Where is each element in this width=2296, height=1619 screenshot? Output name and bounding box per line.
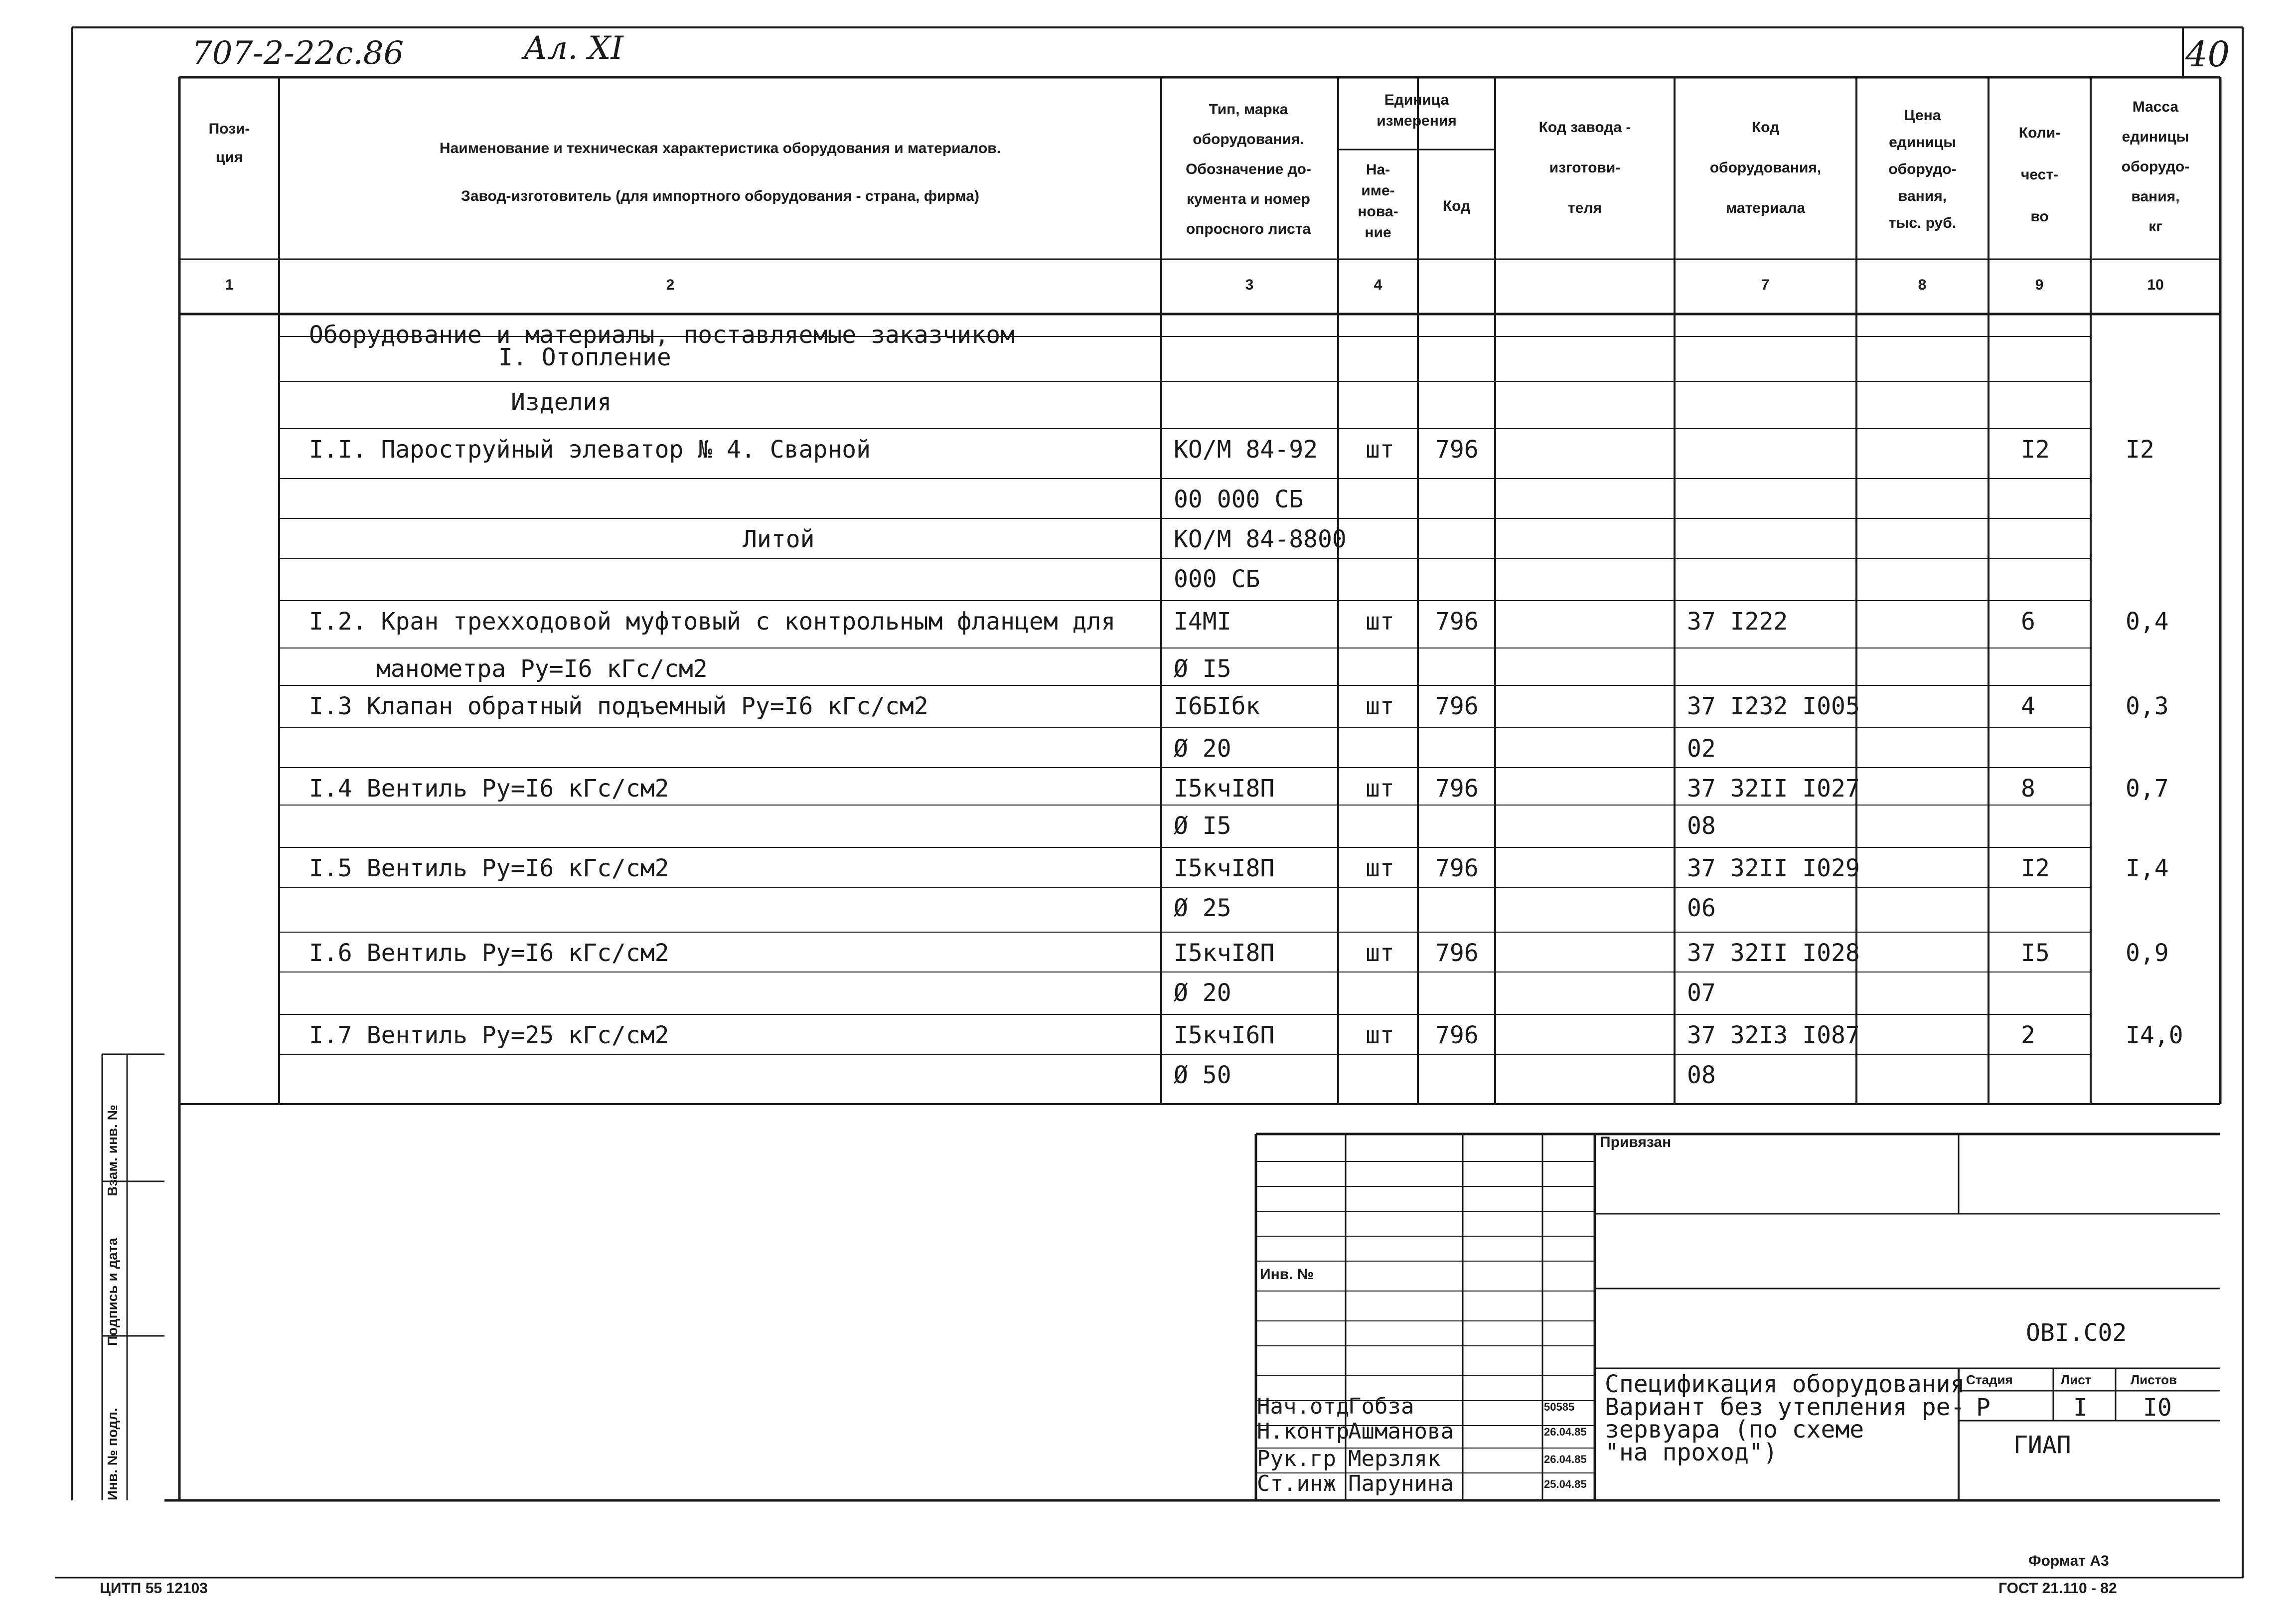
- column-number: 4: [1374, 277, 1382, 293]
- row-unit: шт: [1366, 854, 1394, 882]
- row-unit-code: 796: [1435, 775, 1479, 803]
- signer-name: Парунина: [1348, 1471, 1454, 1496]
- column-number: 2: [666, 277, 675, 293]
- row-material-code: 06: [1687, 894, 1716, 922]
- row-type: 000 СБ: [1174, 565, 1260, 593]
- stamp-sheets: I0: [2143, 1394, 2172, 1422]
- column-number: 1: [225, 277, 234, 293]
- signer-role: Рук.гр: [1257, 1446, 1336, 1471]
- signer-name: Мерзляк: [1348, 1446, 1441, 1471]
- row-type: I5кчI6П: [1174, 1021, 1275, 1049]
- row-unit-code: 796: [1435, 692, 1479, 720]
- row-type: I6БIбк: [1174, 692, 1260, 720]
- row-quantity: 2: [2021, 1021, 2035, 1049]
- side-replace-inv: Взам. инв. №: [105, 1105, 120, 1196]
- footer-left: ЦИТП 55 12103: [100, 1580, 208, 1597]
- row-name: I.I. Пароструйный элеватор № 4. Сварной: [309, 436, 871, 464]
- row-mass: 0,3: [2126, 692, 2169, 720]
- signer-role: Нач.отд: [1257, 1394, 1350, 1419]
- row-type: Ø I5: [1174, 655, 1231, 683]
- row-name: Оборудование и материалы, поставляемые заказчиком: [309, 321, 1015, 349]
- row-unit-code: 796: [1435, 939, 1479, 967]
- row-material-code: 08: [1687, 812, 1716, 840]
- row-type: I5кчI8П: [1174, 854, 1275, 882]
- stamp-attached: Привязан: [1600, 1134, 1672, 1150]
- row-type: Ø I5: [1174, 812, 1231, 840]
- row-type: I5кчI8П: [1174, 775, 1275, 803]
- signer-date: 26.04.85: [1544, 1426, 1587, 1438]
- side-inv-orig: Инв. № подл.: [105, 1408, 120, 1500]
- row-material-code: 37 I222: [1687, 608, 1788, 636]
- row-name: I. Отопление: [498, 343, 671, 371]
- row-name: Изделия: [511, 388, 612, 416]
- column-number: 9: [2035, 277, 2044, 293]
- signer-role: Ст.инж: [1257, 1471, 1336, 1496]
- row-mass: 0,7: [2126, 775, 2169, 803]
- row-unit-code: 796: [1435, 1021, 1479, 1049]
- header-name: Наименование и техническая характеристика оборудования и материалов. Завод-изготовитель (для импортного оборудования - страна, фирма): [439, 140, 1001, 204]
- header-unit-group: Единица измерения: [1377, 92, 1457, 129]
- header-mass: Масса единицы оборудо- вания, кг: [2121, 99, 2190, 235]
- row-material-code: 07: [1687, 979, 1716, 1007]
- row-type: Ø 20: [1174, 735, 1231, 763]
- row-material-code: 37 32II I029: [1687, 854, 1860, 882]
- signer-name: Гобза: [1348, 1394, 1414, 1419]
- row-quantity: 4: [2021, 692, 2035, 720]
- stamp-stage-label: Стадия: [1966, 1372, 2013, 1387]
- row-unit: шт: [1366, 608, 1394, 636]
- row-quantity: I5: [2021, 939, 2050, 967]
- row-quantity: 8: [2021, 775, 2035, 803]
- row-unit: шт: [1366, 692, 1394, 720]
- doc-code: 707-2-22с.86: [192, 35, 404, 72]
- header-material-code: Код оборудования, материала: [1709, 119, 1822, 216]
- album-label: Ал. XI: [523, 30, 623, 67]
- row-material-code: 37 32II I027: [1687, 775, 1860, 803]
- row-quantity: 6: [2021, 608, 2035, 636]
- row-unit: шт: [1366, 1021, 1394, 1049]
- row-unit: шт: [1366, 939, 1394, 967]
- column-number: 10: [2147, 277, 2164, 293]
- row-unit-code: 796: [1435, 436, 1479, 464]
- sheet-number: 40: [2185, 34, 2230, 75]
- header-unit-name: На- име- нова- ние: [1358, 162, 1398, 241]
- stamp-sheets-label: Листов: [2131, 1372, 2177, 1387]
- row-type: Ø 50: [1174, 1061, 1231, 1089]
- row-mass: I2: [2126, 436, 2154, 464]
- stamp-sheet-label: Лист: [2061, 1372, 2092, 1387]
- row-unit-code: 796: [1435, 854, 1479, 882]
- row-type: КО/М 84-8800: [1174, 525, 1347, 553]
- column-number: 8: [1918, 277, 1927, 293]
- row-name: I.5 Вентиль Ру=I6 кГс/см2: [309, 854, 669, 882]
- stamp-sheet: I: [2073, 1394, 2088, 1422]
- header-type: Тип, марка оборудования. Обозначение до- кумента и номер опросного листа: [1186, 101, 1311, 237]
- row-name: манометра Ру=I6 кГс/см2: [376, 655, 708, 683]
- row-mass: 0,4: [2126, 608, 2169, 636]
- signer-name: Ашманова: [1348, 1419, 1454, 1444]
- row-material-code: 37 I232 I005: [1687, 692, 1860, 720]
- row-material-code: 02: [1687, 735, 1716, 763]
- row-type: I4МI: [1174, 608, 1231, 636]
- row-material-code: 37 32I3 I087: [1687, 1021, 1860, 1049]
- row-quantity: I2: [2021, 854, 2050, 882]
- row-name: I.7 Вентиль Ру=25 кГс/см2: [309, 1021, 669, 1049]
- stamp-stage: Р: [1976, 1394, 1990, 1422]
- column-number: 3: [1245, 277, 1254, 293]
- footer-format: Формат А3: [2028, 1553, 2109, 1569]
- column-number: 7: [1761, 277, 1770, 293]
- row-mass: I4,0: [2126, 1021, 2183, 1049]
- row-name: I.3 Клапан обратный подъемный Ру=I6 кГс/см2: [309, 692, 928, 720]
- row-quantity: I2: [2021, 436, 2050, 464]
- header-price: Цена единицы оборудо- вания, тыс. руб.: [1888, 107, 1957, 231]
- signer-role: Н.контр: [1257, 1419, 1350, 1444]
- stamp-organization: ГИАП: [2013, 1431, 2071, 1459]
- stamp-inv-no: Инв. №: [1260, 1266, 1314, 1283]
- row-type: КО/М 84-92: [1174, 436, 1318, 464]
- row-name: I.6 Вентиль Ру=I6 кГс/см2: [309, 939, 669, 967]
- row-material-code: 37 32II I028: [1687, 939, 1860, 967]
- stamp-designation: ОВI.С02: [2026, 1319, 2127, 1347]
- header-quantity: Коли- чест- во: [2018, 125, 2061, 225]
- signer-date: 50585: [1544, 1401, 1575, 1413]
- row-material-code: 08: [1687, 1061, 1716, 1089]
- header-position: Пози- ция: [208, 121, 250, 165]
- row-name: I.2. Кран трехходовой муфтовый с контрольным фланцем для: [309, 608, 1116, 636]
- stamp-title: Спецификация оборудования Вариант без утепления ре- зервуара (по схеме "на проход"): [1605, 1370, 1965, 1466]
- row-unit-code: 796: [1435, 608, 1479, 636]
- row-mass: 0,9: [2126, 939, 2169, 967]
- row-unit: шт: [1366, 775, 1394, 803]
- signer-date: 25.04.85: [1544, 1478, 1587, 1490]
- signer-date: 26.04.85: [1544, 1453, 1587, 1465]
- row-type: I5кчI8П: [1174, 939, 1275, 967]
- row-type: 00 000 СБ: [1174, 486, 1304, 513]
- header-unit-code: Код: [1442, 198, 1471, 214]
- row-name: Литой: [743, 525, 815, 553]
- footer-gost: ГОСТ 21.110 - 82: [1998, 1580, 2117, 1597]
- row-mass: I,4: [2126, 854, 2169, 882]
- row-name: I.4 Вентиль Ру=I6 кГс/см2: [309, 775, 669, 803]
- header-factory-code: Код завода - изготови- теля: [1538, 119, 1631, 216]
- row-type: Ø 20: [1174, 979, 1231, 1007]
- row-type: Ø 25: [1174, 894, 1231, 922]
- row-unit: шт: [1366, 436, 1394, 464]
- side-sign-date: Подпись и дата: [105, 1238, 120, 1346]
